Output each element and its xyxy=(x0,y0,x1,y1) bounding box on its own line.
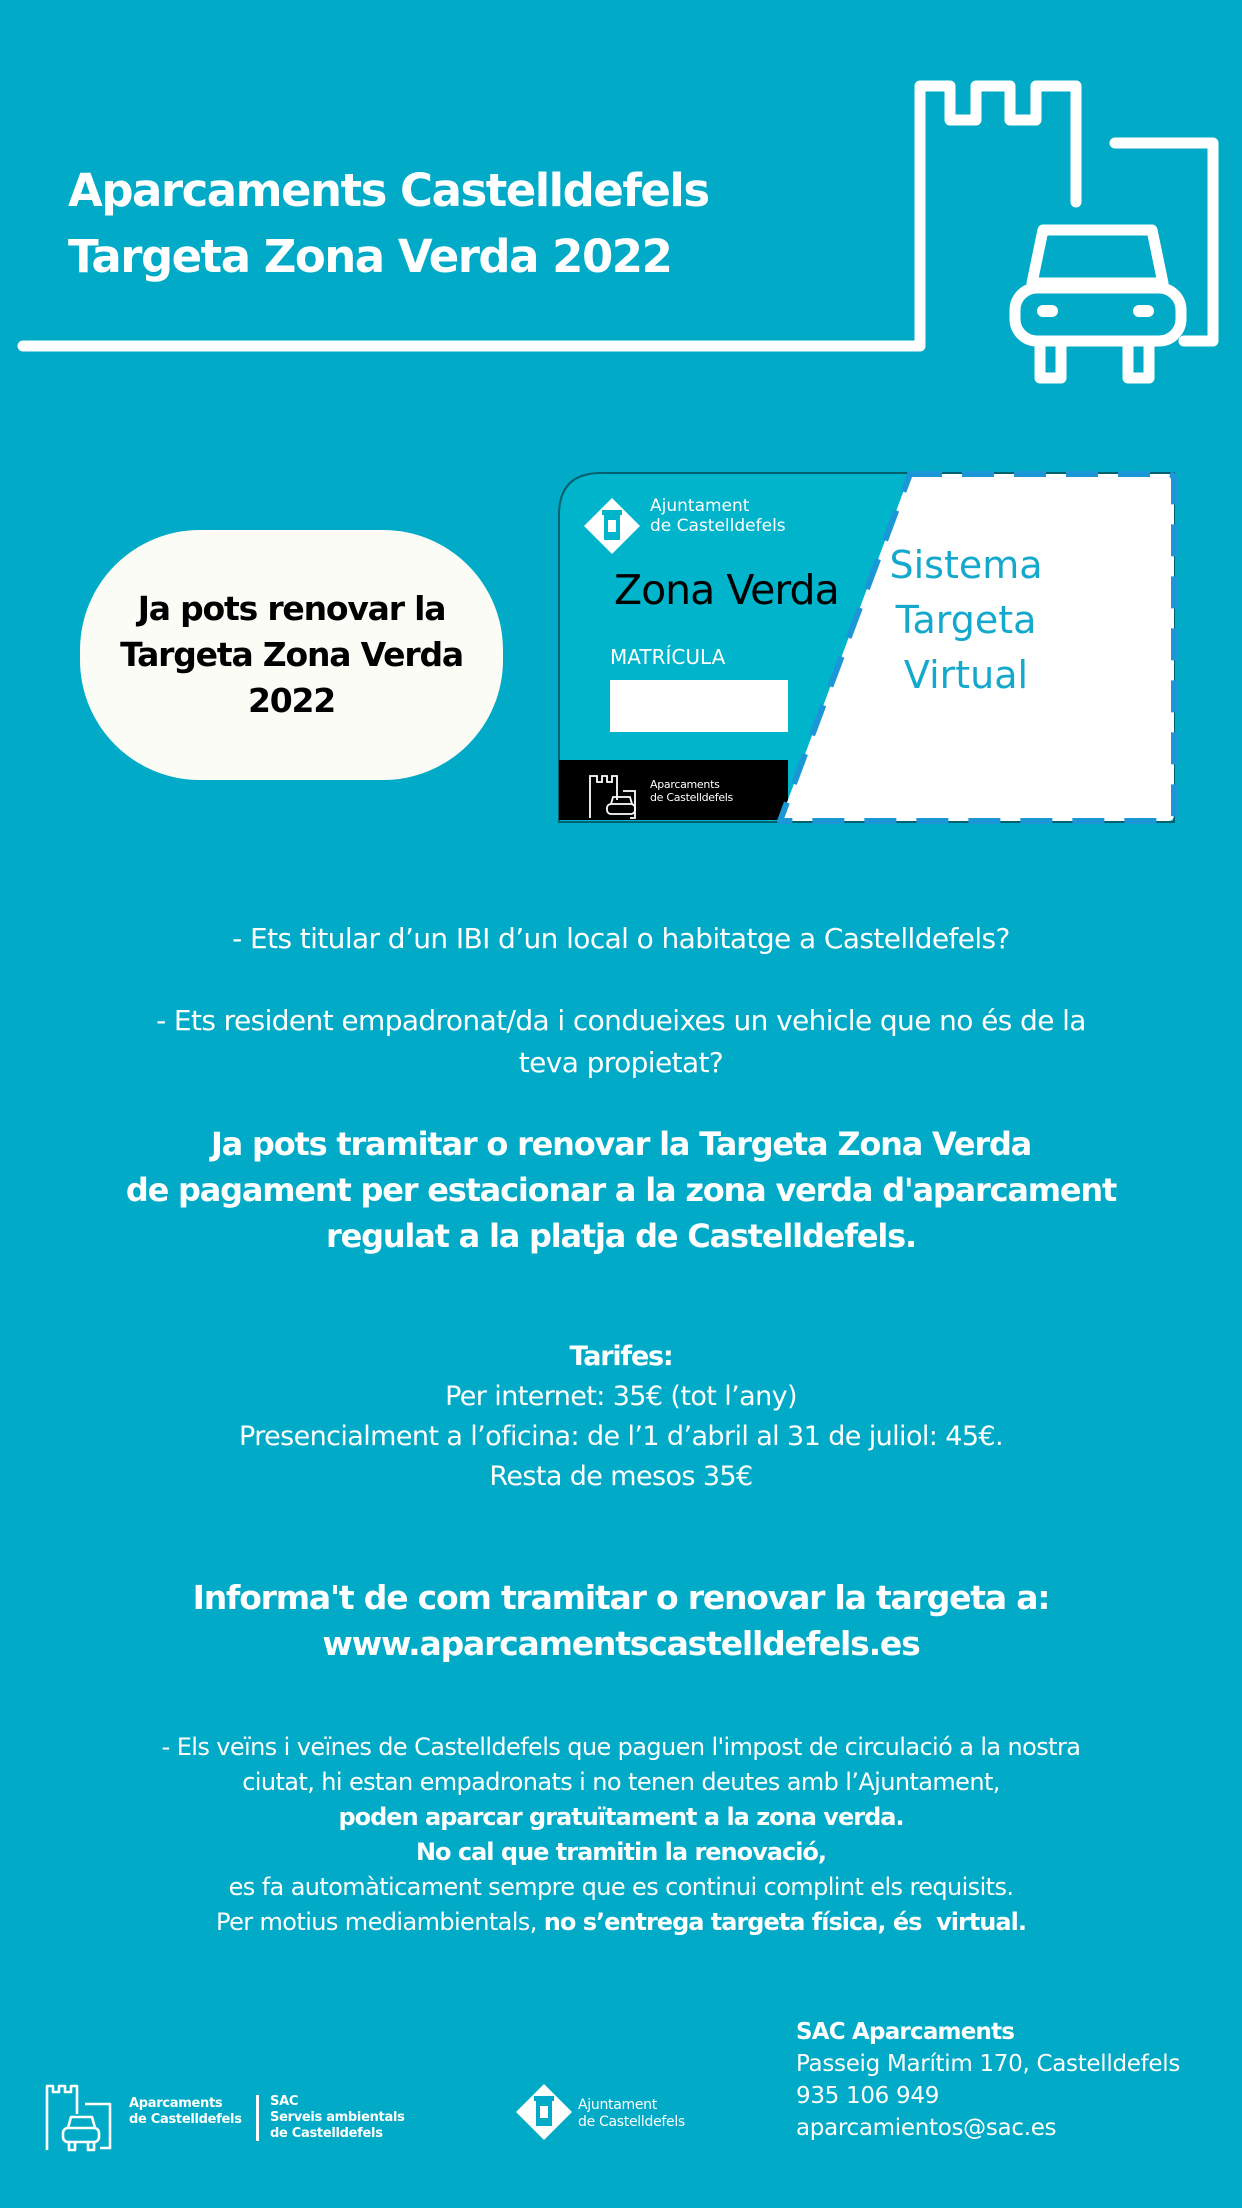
residents-no-renewal: No cal que tramitin la renovació, xyxy=(415,1838,827,1866)
residents-line-6: Per motius mediambientals, xyxy=(216,1908,544,1936)
title-line-1: Aparcaments Castelldefels xyxy=(68,164,709,217)
aparcaments-footer-logo-icon xyxy=(44,2082,114,2152)
aparcaments-footer-logo xyxy=(129,2096,242,2128)
footer-logo1-line-1: Aparcaments xyxy=(129,2096,223,2111)
question-resident xyxy=(0,1000,1242,1084)
virtual-line-1: Sistema xyxy=(889,543,1043,587)
virtual-line-3: Virtual xyxy=(903,653,1029,697)
contact-address: Passeig Marítim 170, Castelldefels xyxy=(796,2051,1181,2077)
residents-section xyxy=(0,1730,1242,1940)
website-link[interactable]: www.aparcamentscastelldefels.es xyxy=(322,1624,920,1663)
footer-logo2-line-2: Serveis ambientals xyxy=(270,2110,405,2125)
info-line: Informa't de com tramitar o renovar la targeta a: xyxy=(192,1578,1050,1617)
tariffs-section xyxy=(0,1337,1242,1497)
lead-line-1: Ja pots tramitar o renovar la Targeta Zona Verda xyxy=(210,1125,1032,1163)
residents-free-parking: poden aparcar gratuïtament a la zona verda. xyxy=(338,1803,904,1831)
card-logo-line-1: Ajuntament xyxy=(650,496,750,516)
callout-line-1: Ja pots renovar la xyxy=(137,589,446,628)
title-line-2: Targeta Zona Verda 2022 xyxy=(68,230,672,283)
tariff-office: Presencialment a l’oficina: de l’1 d’abril al 31 de juliol: 45€. xyxy=(239,1421,1003,1452)
callout-line-2: Targeta Zona Verda xyxy=(120,635,463,674)
tariff-internet: Per internet: 35€ (tot l’any) xyxy=(445,1381,797,1412)
info-section xyxy=(0,1575,1242,1667)
strip-line-2: de Castelldefels xyxy=(650,791,733,804)
page-title xyxy=(68,158,709,290)
ajuntament-footer-logo xyxy=(578,2097,685,2131)
tariff-rest: Resta de mesos 35€ xyxy=(489,1461,753,1492)
footer-logo3-line-2: de Castelldefels xyxy=(578,2114,685,2130)
ajuntament-footer-logo-icon xyxy=(516,2084,572,2140)
contact-block xyxy=(796,2016,1180,2144)
virtual-card-illustration xyxy=(556,470,1178,826)
residents-line-2: ciutat, hi estan empadronats i no tenen deutes amb l’Ajuntament, xyxy=(242,1768,1000,1796)
callout-line-3: 2022 xyxy=(247,681,336,720)
contact-email[interactable]: aparcamientos@sac.es xyxy=(796,2115,1057,2141)
sac-footer-logo xyxy=(270,2094,405,2142)
plate-label: MATRÍCULA xyxy=(610,645,726,669)
renew-callout xyxy=(80,530,503,780)
footer-logo-divider xyxy=(256,2095,259,2141)
footer-logo1-line-2: de Castelldefels xyxy=(129,2112,242,2127)
card-logo-line-2: de Castelldefels xyxy=(650,516,786,536)
zone-label: Zona Verda xyxy=(614,566,839,614)
question-resident-line-2: teva propietat? xyxy=(518,1046,724,1079)
lead-line-3: regulat a la platja de Castelldefels. xyxy=(326,1217,916,1255)
footer-logo2-line-1: SAC xyxy=(270,2094,299,2109)
residents-virtual-note: no s’entrega targeta física, és virtual. xyxy=(543,1908,1026,1936)
question-ibi: - Ets titular d’un IBI d’un local o habitatge a Castelldefels? xyxy=(232,922,1010,955)
plate-field xyxy=(610,680,788,732)
footer-logo2-line-3: de Castelldefels xyxy=(270,2126,383,2141)
residents-line-1: - Els veïns i veïnes de Castelldefels que paguen l'impost de circulació a la nostra xyxy=(161,1733,1081,1761)
footer-logo3-line-1: Ajuntament xyxy=(578,2097,657,2113)
strip-line-1: Aparcaments xyxy=(650,778,720,791)
question-resident-line-1: - Ets resident empadronat/da i condueixes un vehicle que no és de la xyxy=(156,1004,1086,1037)
contact-phone[interactable]: 935 106 949 xyxy=(796,2083,940,2109)
lead-paragraph xyxy=(0,1121,1242,1259)
residents-line-5: es fa automàticament sempre que es continui complint els requisits. xyxy=(228,1873,1014,1901)
lead-line-2: de pagament per estacionar a la zona verda d'aparcament xyxy=(125,1171,1117,1209)
virtual-line-2: Targeta xyxy=(895,598,1037,642)
contact-name: SAC Aparcaments xyxy=(796,2019,1015,2045)
tariffs-heading: Tarifes: xyxy=(569,1341,673,1372)
